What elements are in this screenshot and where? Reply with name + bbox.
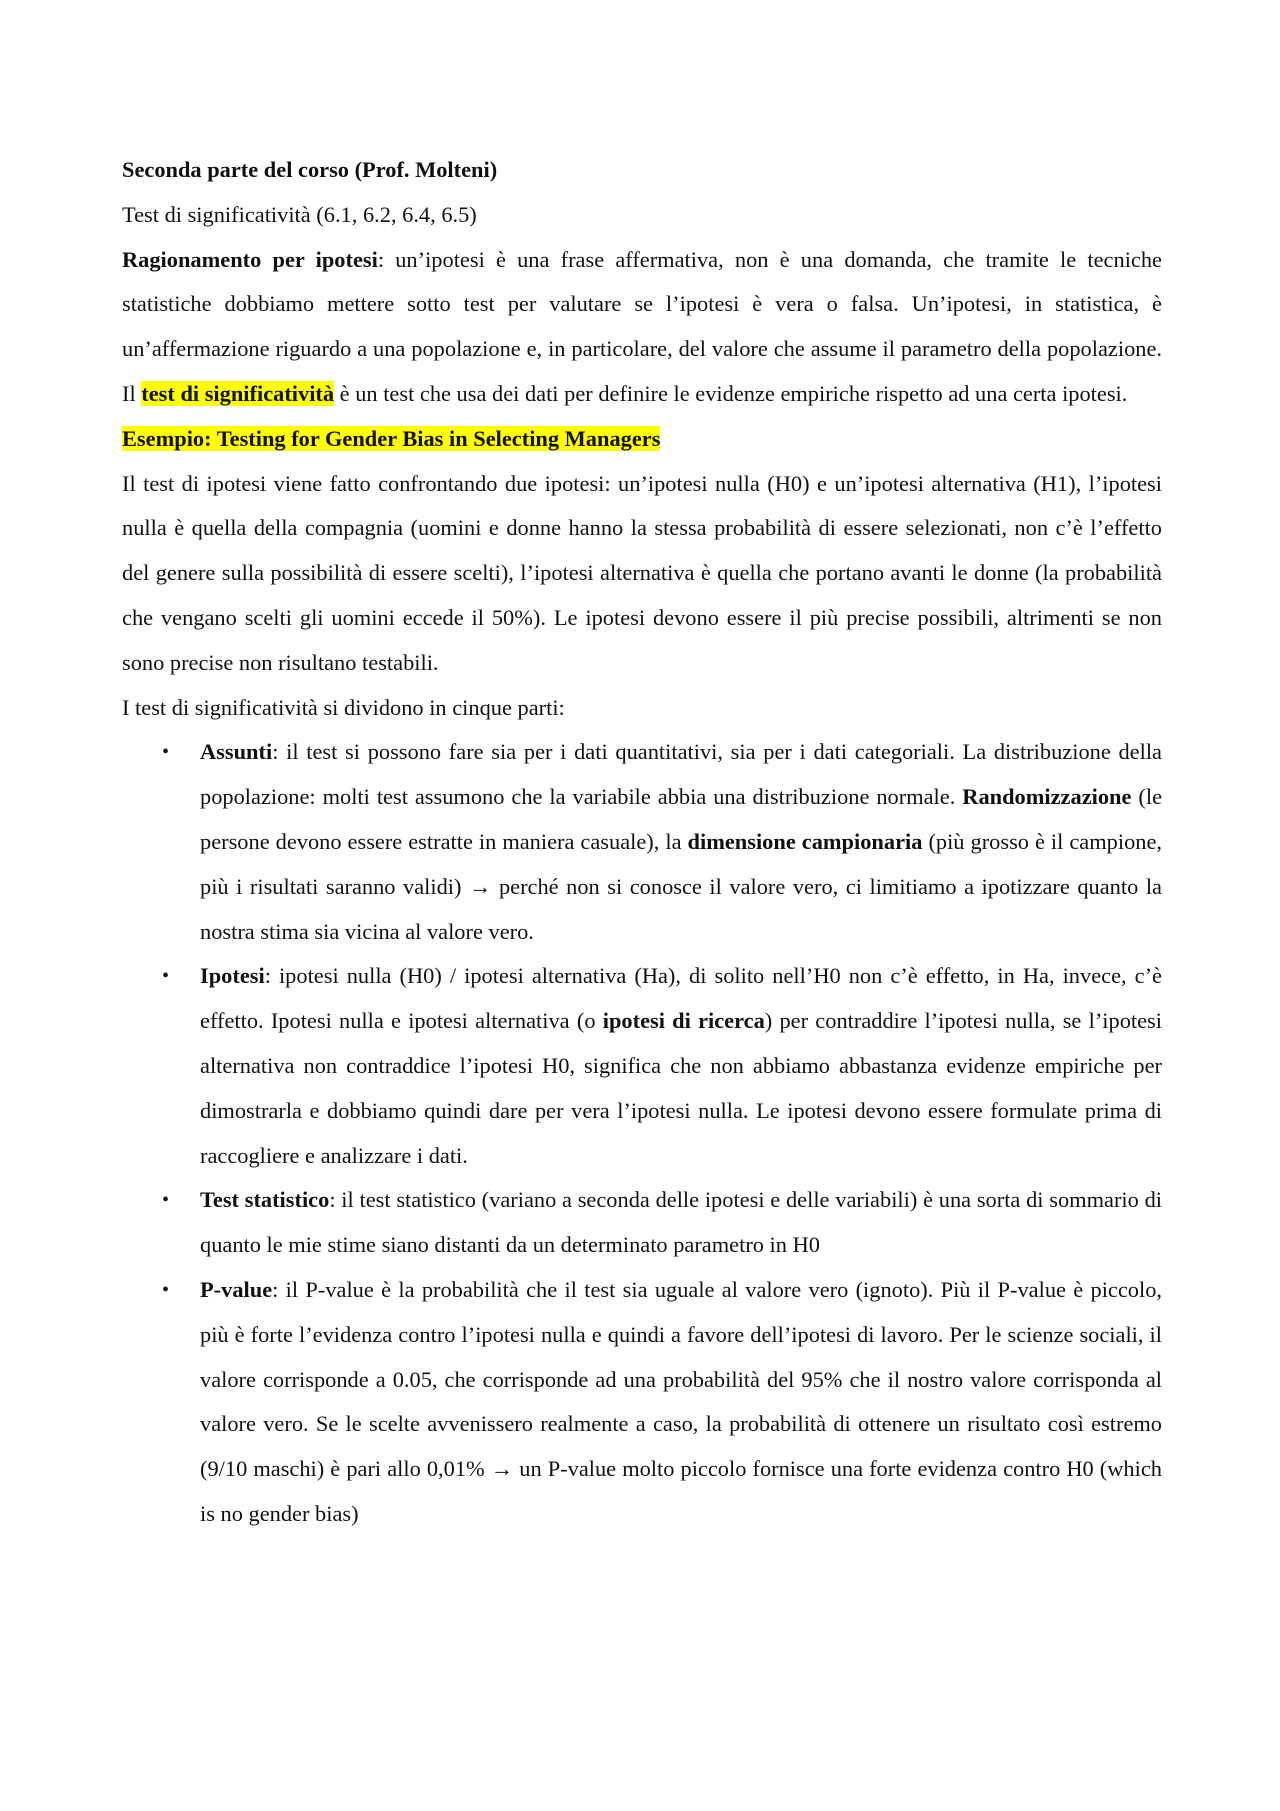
bullet-icon: • (162, 741, 170, 764)
list-item-text: (le persone devono essere estratte in maniera casuale), la (200, 784, 1163, 854)
list-item-term: Randomizzazione (962, 784, 1132, 810)
list-item-assunti (122, 730, 1162, 954)
bullet-icon: • (162, 1278, 170, 1301)
page-title: Seconda parte del corso (Prof. Molteni) (122, 157, 498, 182)
highlighted-term: test di significatività (141, 380, 335, 406)
bullet-icon: • (162, 1189, 170, 1212)
document-page (122, 148, 1162, 1537)
list-item-term: ipotesi di ricerca (602, 1008, 765, 1034)
term-ragionamento: Ragionamento per ipotesi (122, 246, 378, 272)
bullet-list (122, 730, 1162, 1536)
list-item-test-statistico (122, 1178, 1162, 1268)
list-item-term: Assunti (200, 739, 273, 765)
list-item-ipotesi (122, 954, 1162, 1178)
list-item-text: : ipotesi nulla (H0) / ipotesi alternativa (Ha), di solito nell’H0 non c’è effetto, in Ha, invece, c’è effetto. Ipotesi nulla e ipotesi alternativa (o (200, 963, 1162, 1034)
list-item-p-value (122, 1268, 1162, 1537)
list-item-term: Ipotesi (200, 963, 265, 989)
section-subtitle: Test di significatività (6.1, 6.2, 6.4, 6.5) (122, 201, 477, 227)
paragraph-hypothesis-reasoning (122, 238, 1162, 417)
example-heading-text: Esempio: Testing for Gender Bias in Selecting Managers (122, 425, 661, 451)
paragraph-text: : un’ipotesi è una frase affermativa, non è una domanda, che tramite le tecniche statistiche dobbiamo mettere sotto test per valutare se l’ipotesi è vera o falsa. Un’ipotesi, in statistica, è un’affermazione riguardo a una popolazione e, in particolare, del valore che assume il parametro della popolazione. Il (122, 246, 1162, 406)
list-item-text: : il test statistico (variano a seconda delle ipotesi e delle variabili) è una sorta di sommario di quanto le mie stime siano distanti da un determinato parametro in H0 (200, 1187, 1162, 1258)
paragraph-five-parts: I test di significatività si dividono in cinque parti: (122, 694, 565, 720)
list-item-text: : il P-value è la probabilità che il test sia uguale al valore vero (ignoto). Più il P-value è piccolo, più è forte l’evidenza contro l’ipotesi nulla e quindi a favore dell’ipotesi di lavoro. Per le scienze sociali, il valore corrisponde a 0.05, che corrisponde ad una probabilità del 95% che il nostro valore corrisponda al valore vero. Se le scelte avvenissero realmente a caso, la probabilità di ottenere un risultato così estremo (9/10 maschi) è pari allo 0,01% → un P-value molto piccolo fornisce una forte evidenza contro H0 (which is no gender bias) (200, 1276, 1162, 1526)
list-item-text: (più grosso è il campione, più i risultati saranno validi) → perché non si conosce il valore vero, ci limitiamo a ipotizzare quanto la nostra stima sia vicina al valore vero. (200, 828, 1162, 944)
list-item-text: : il test si possono fare sia per i dati quantitativi, sia per i dati categoriali. La distribuzione della popolazione: molti test assumono che la variabile abbia una distribuzione normale. (200, 739, 1162, 810)
list-item-term: P-value (200, 1276, 273, 1302)
paragraph-test-description: Il test di ipotesi viene fatto confrontando due ipotesi: un’ipotesi nulla (H0) e un’ipotesi alternativa (H1), l’ipotesi nulla è quella della compagnia (uomini e donne hanno la stessa probabilità di essere selezionati, non c’è l’effetto del genere sulla possibilità di essere scelti), l’ipotesi alternativa è quella che portano avanti le donne (la probabilità che vengano scelti gli uomini eccede il 50%). Le ipotesi devono essere il più precise possibili, altrimenti se non sono precise non risultano testabili. (122, 470, 1162, 675)
list-item-term: Test statistico (200, 1187, 330, 1213)
example-heading (122, 417, 1162, 462)
bullet-icon: • (162, 965, 170, 988)
list-item-text: ) per contraddire l’ipotesi nulla, se l’ipotesi alternativa non contraddice l’ipotesi H0, significa che non abbiamo abbastanza evidenze empiriche per dimostrarla e dobbiamo quindi dare per vera l’ipotesi nulla. Le ipotesi devono essere formulate prima di raccogliere e analizzare i dati. (200, 1008, 1162, 1168)
list-item-term: dimensione campionaria (687, 828, 923, 854)
paragraph-text: è un test che usa dei dati per definire le evidenze empiriche rispetto ad una certa ipotesi. (334, 380, 1128, 406)
